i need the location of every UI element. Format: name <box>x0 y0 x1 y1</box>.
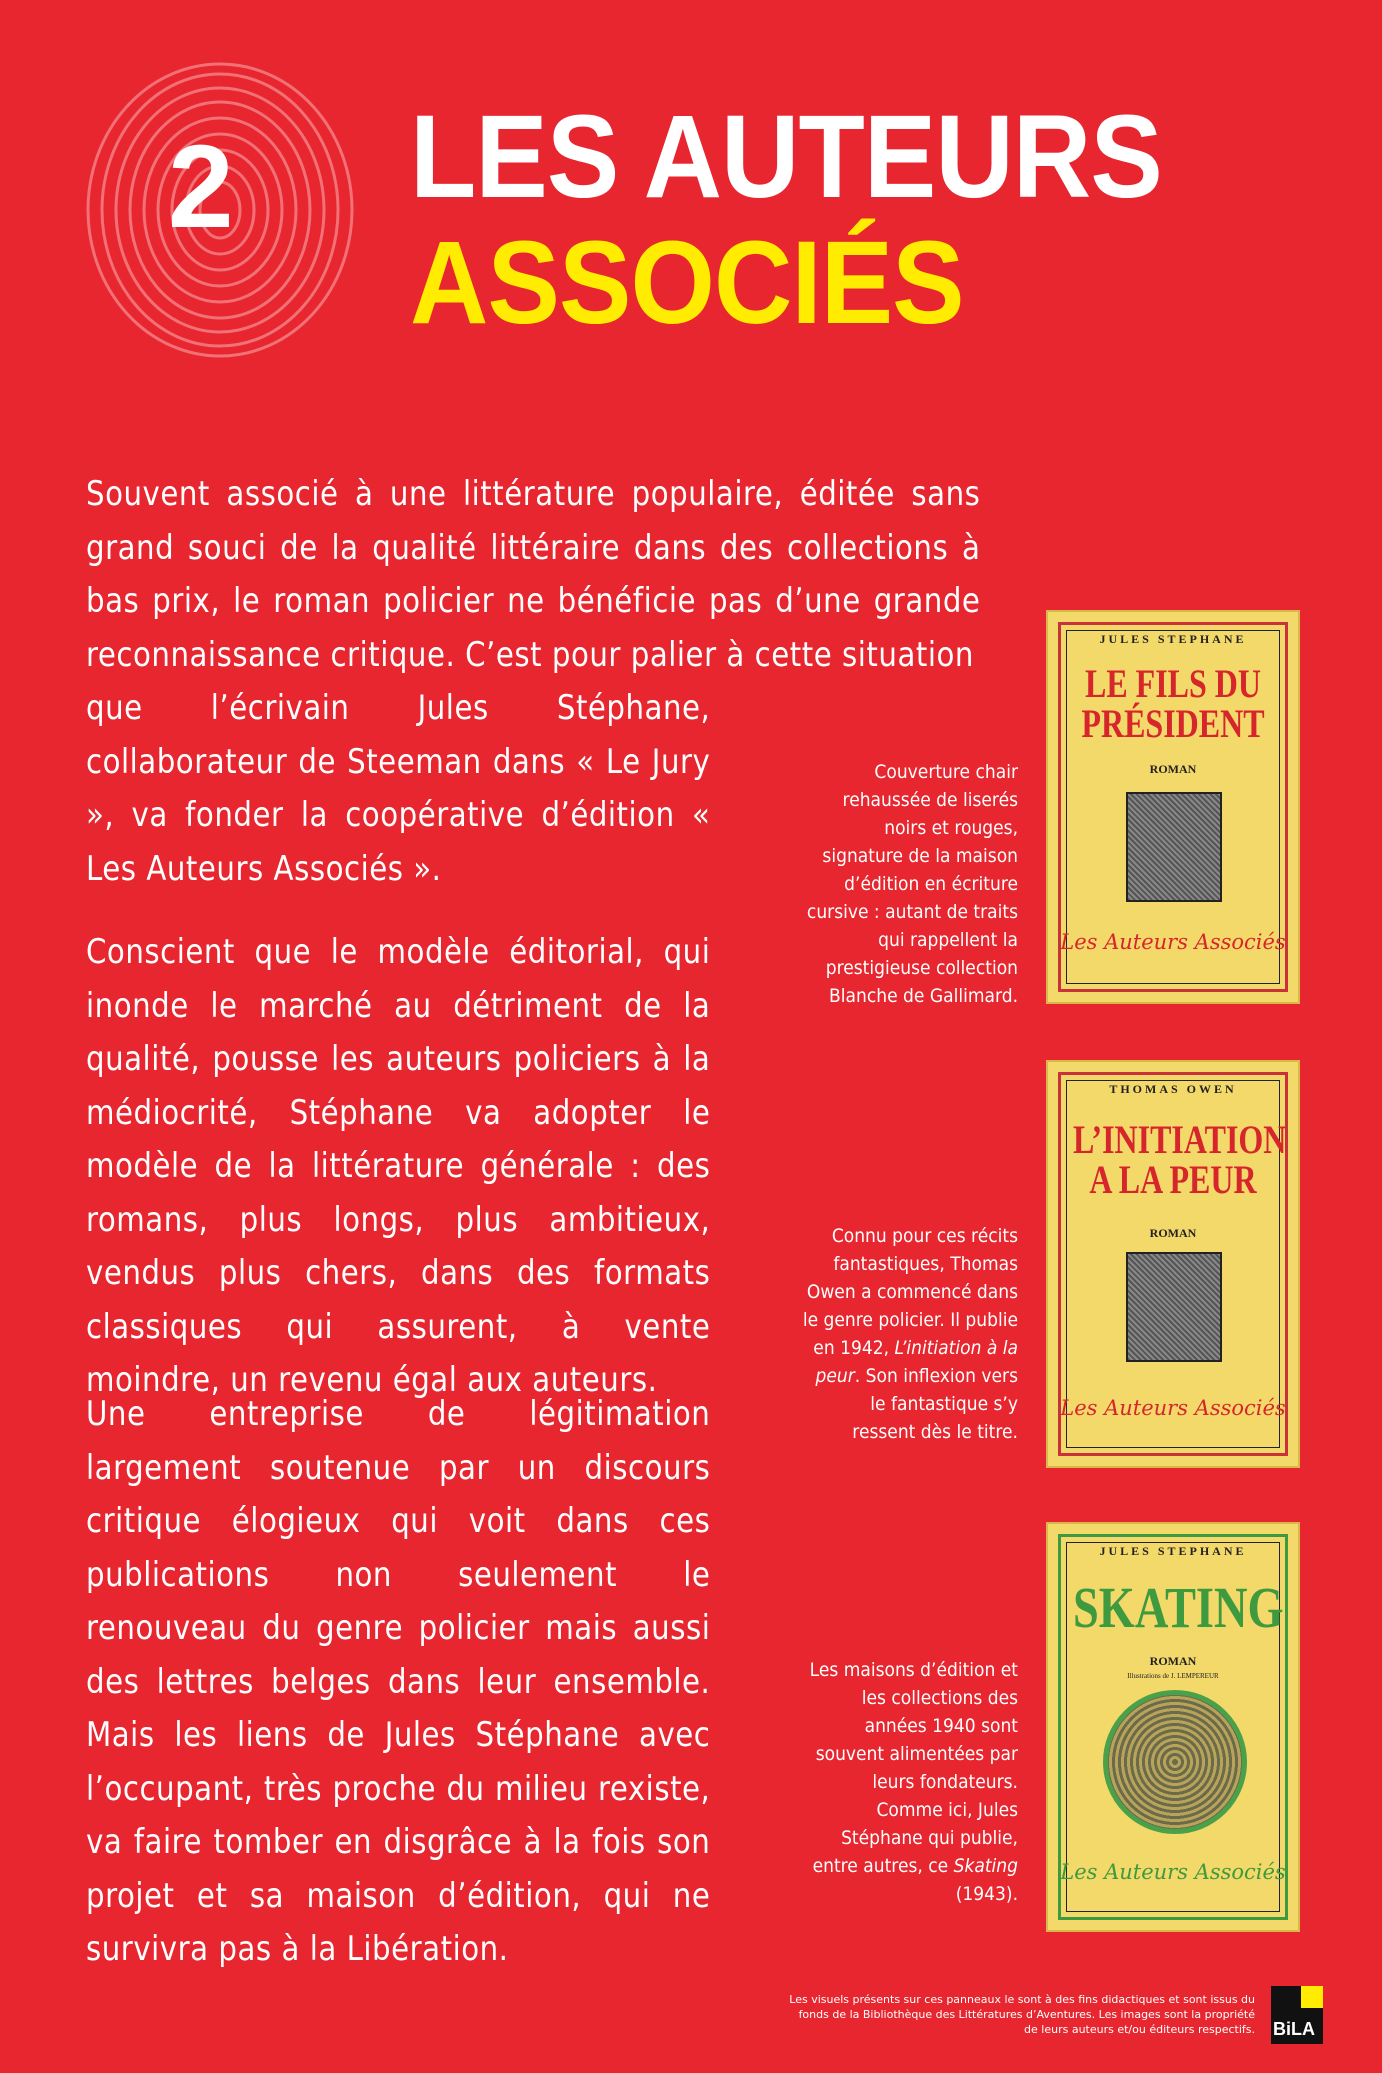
paragraph-2: Conscient que le modèle éditorial, qui inonde le marché au détriment de la qualité, pousse les auteurs policiers à la médiocrité, Stéphane va adopter le modèle de la littérature générale : des romans, plus longs, plus ambitieux, vendus plus chers, dans des formats classiques qui assurent, à vente moindre, un revenu égal aux auteurs. <box>86 932 711 1400</box>
cover-author: JULES STEPHANE <box>1099 1544 1247 1558</box>
caption-3-book-title: Skating <box>953 1855 1018 1877</box>
paragraph-1-part-2: que l’écrivain Jules Stéphane, collaborateur de Steeman dans « Le Jury », va fonder la coopérative d’édition « Les Auteurs Associés ». <box>86 688 711 889</box>
paragraph-1-part-1: Souvent associé à une littérature populaire, éditée sans grand souci de la qualité littéraire dans des collections à bas prix, le roman policier ne bénéficie pas d’une grande reconnaissance critique. C’est pour palier à cette situation <box>86 474 981 675</box>
caption-3-text-a: Les maisons d’édition et les collections des années 1940 sont souvent alimentées par leurs fondateurs. Comme ici, Jules Stéphane qui publie, entre autres, ce <box>809 1659 1018 1877</box>
cover-illustration-credit: Illustrations de J. LEMPEREUR <box>1127 1672 1219 1680</box>
cover-publisher: Les Auteurs Associés <box>1060 1860 1286 1884</box>
paragraph-3: Une entreprise de légitimation largement soutenue par un discours critique élogieux qui voit dans ces publications non seulement le renouveau du genre policier mais aussi des lettres belges dans leur ensemble. Mais les liens de Jules Stéphane avec l’occupant, très proche du milieu rexiste, va faire tomber en disgrâce à la fois son projet et sa maison d’édition, qui ne survivra pas à la Libération. <box>86 1394 711 1969</box>
book-cover-initiation-a-la-peur <box>1046 1060 1300 1468</box>
cover-publisher: Les Auteurs Associés <box>1060 930 1286 954</box>
cover-genre: ROMAN <box>1149 1654 1197 1668</box>
caption-3 <box>802 1656 1018 1908</box>
cover-author: JULES STEPHANE <box>1099 632 1247 646</box>
cover-publisher: Les Auteurs Associés <box>1060 1396 1286 1420</box>
caption-1: Couverture chair rehaussée de liserés noirs et rouges, signature de la maison d’édition en écriture cursive : autant de traits qui rappellent la prestigieuse collection Blanche de Gallimard. <box>806 761 1018 1007</box>
title-line-1: LES AUTEURS <box>410 91 1162 223</box>
cover-engraving <box>1126 792 1222 902</box>
cover-title: LE FILS DU PRÉSIDENT <box>1081 661 1265 746</box>
footer-disclaimer: Les visuels présents sur ces panneaux le sont à des fins didactiques et sont issus du fonds de la Bibliothèque des Littératures d’Aventures. Les images sont la propriété de leurs auteurs et/ou éditeurs respectifs. <box>789 1993 1255 2036</box>
caption-2-book-title: L’initiation à la peur <box>815 1337 1018 1387</box>
logo-corner <box>1301 1986 1323 2008</box>
logo-text: BiLA <box>1273 2019 1315 2039</box>
title-line-2: ASSOCIÉS <box>410 217 964 349</box>
caption-2-text-a: Connu pour ces récits fantastiques, Thomas Owen a commencé dans le genre policier. Il publie en 1942, <box>802 1225 1018 1359</box>
cover-title: SKATING <box>1073 1575 1284 1640</box>
caption-2 <box>802 1222 1018 1446</box>
page-title <box>410 91 1162 349</box>
cover-genre: ROMAN <box>1149 762 1197 776</box>
book-cover-le-fils-du-president <box>1046 610 1300 1004</box>
cover-title: L’INITIATION A LA PEUR <box>1073 1117 1287 1202</box>
cover-engraving <box>1126 1252 1222 1362</box>
cover-engraving <box>1103 1690 1247 1834</box>
cover-genre: ROMAN <box>1149 1226 1197 1240</box>
cover-author: THOMAS OWEN <box>1109 1082 1237 1096</box>
caption-2-text-b: . Son inflexion vers le fantastique s’y ressent dès le titre. <box>852 1365 1018 1443</box>
book-cover-skating <box>1046 1522 1300 1932</box>
section-number: 2 <box>168 121 232 253</box>
caption-3-text-b: (1943). <box>955 1883 1018 1905</box>
bila-logo <box>1271 1986 1323 2044</box>
